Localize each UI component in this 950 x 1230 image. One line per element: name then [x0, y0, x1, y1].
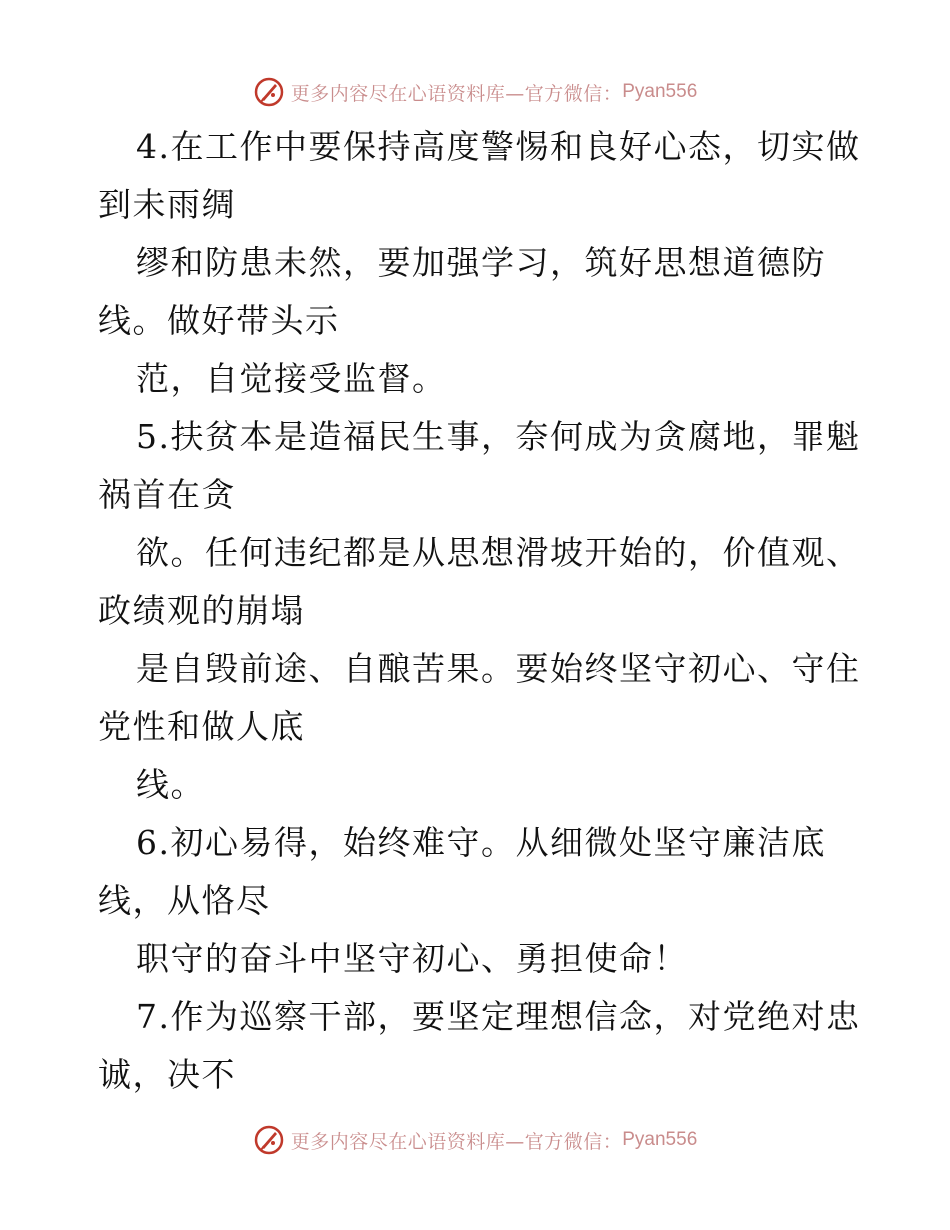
header-wechat-handle: Pyan556 [622, 81, 698, 102]
footer-banner-text: 更多内容尽在心语资料库—官方微信： [290, 1130, 623, 1153]
text-line: 线。做好带头示 [98, 301, 340, 340]
text-line: 4.在工作中要保持高度警惕和良好心态，切实做 [136, 127, 861, 166]
text-line: 7.作为巡察干部，要坚定理想信念，对党绝对忠 [136, 997, 861, 1036]
text-line: 5.扶贫本是造福民生事，奈何成为贪腐地，罪魁 [136, 417, 861, 456]
header-banner-text: 更多内容尽在心语资料库—官方微信： [290, 82, 623, 105]
text-line: 线，从恪尽 [98, 881, 271, 920]
text-line: 欲。任何违纪都是从思想滑坡开始的，价值观、 [136, 533, 861, 572]
text-line: 范，自觉接受监督。 [136, 359, 447, 398]
footer-wechat-handle: Pyan556 [622, 1129, 698, 1150]
footer-watermark-banner [0, 1120, 950, 1160]
text-line: 政绩观的崩塌 [98, 591, 305, 630]
text-line: 6.初心易得，始终难守。从细微处坚守廉洁底 [136, 823, 826, 862]
quill-logo-icon [253, 1124, 285, 1156]
text-line: 诚，决不 [98, 1055, 236, 1094]
text-line: 党性和做人底 [98, 707, 305, 746]
text-line: 到未雨绸 [98, 185, 236, 224]
text-line: 职守的奋斗中坚守初心、勇担使命！ [136, 939, 688, 978]
header-watermark-banner [0, 72, 950, 112]
text-line: 缪和防患未然，要加强学习，筑好思想道德防 [136, 243, 826, 282]
text-line: 线。 [136, 765, 205, 804]
quill-logo-icon [253, 76, 285, 108]
text-line: 祸首在贪 [98, 475, 236, 514]
text-line: 是自毁前途、自酿苦果。要始终坚守初心、守住 [136, 649, 861, 688]
document-body [98, 118, 868, 1104]
